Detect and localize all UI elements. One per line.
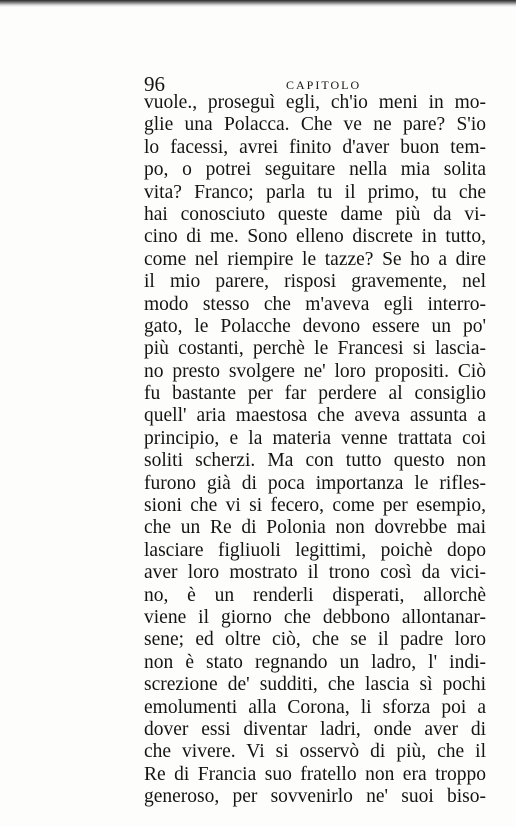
body-text — [144, 92, 486, 809]
text-line: come nel riempire le tazze? Se ho a dire — [144, 248, 486, 270]
text-line: lasciare figliuoli legittimi, poichè dopo — [144, 539, 486, 561]
text-line: no, è un renderli disperati, allorchè — [144, 584, 486, 606]
text-line: furono già di poca importanza le rifles- — [144, 472, 486, 494]
text-line: sene; ed oltre ciò, che se il padre loro — [144, 629, 486, 651]
text-line: che un Re di Polonia non dovrebbe mai — [144, 517, 486, 539]
text-line: hai conosciuto queste dame più da vi- — [144, 203, 486, 225]
text-line: principio, e la materia venne trattata coi — [144, 427, 486, 449]
text-line: generoso, per sovvenirlo ne' suoi biso- — [144, 786, 486, 808]
text-line: Re di Francia suo fratello non era troppo — [144, 763, 486, 785]
text-line: viene il giorno che debbono allontanar- — [144, 606, 486, 628]
text-line: no presto svolgere ne' loro propositi. Ciò — [144, 360, 486, 382]
text-line: più costanti, perchè le Francesi si lascia- — [144, 338, 486, 360]
text-line: lo facessi, avrei finito d'aver buon tem- — [144, 136, 486, 158]
text-line: glie una Polacca. Che ve ne pare? S'io — [144, 114, 486, 136]
text-line: quell' aria maestosa che aveva assunta a — [144, 405, 486, 427]
text-line: dover essi diventar ladri, onde aver di — [144, 718, 486, 740]
text-line: fu bastante per far perdere al consiglio — [144, 383, 486, 405]
text-line: sioni che vi si fecero, come per esempio, — [144, 495, 486, 517]
text-line: non è stato regnando un ladro, l' indi- — [144, 651, 486, 673]
text-line: soliti scherzi. Ma con tutto questo non — [144, 450, 486, 472]
text-line: emolumenti alla Corona, li sforza poi a — [144, 696, 486, 718]
text-line: vita? Franco; parla tu il primo, tu che — [144, 181, 486, 203]
text-line: gato, le Polacche devono essere un po' — [144, 315, 486, 337]
text-line: screzione de' sudditi, che lascia sì pochi — [144, 674, 486, 696]
text-line: modo stesso che m'aveva egli interro- — [144, 293, 486, 315]
running-head: CAPITOLO — [286, 78, 362, 92]
text-line: che vivere. Vi si osservò di più, che il — [144, 741, 486, 763]
text-line: aver loro mostrato il trono così da vici- — [144, 562, 486, 584]
text-line: il mio parere, risposi gravemente, nel — [144, 271, 486, 293]
page-top-edge — [0, 0, 516, 7]
text-line: vuole., proseguì egli, ch'io meni in mo- — [144, 92, 486, 113]
page-number: 96 — [144, 72, 165, 96]
text-line: cino di me. Sono elleno discrete in tutto, — [144, 226, 486, 248]
text-line: po, o potrei seguitare nella mia solita — [144, 159, 486, 181]
